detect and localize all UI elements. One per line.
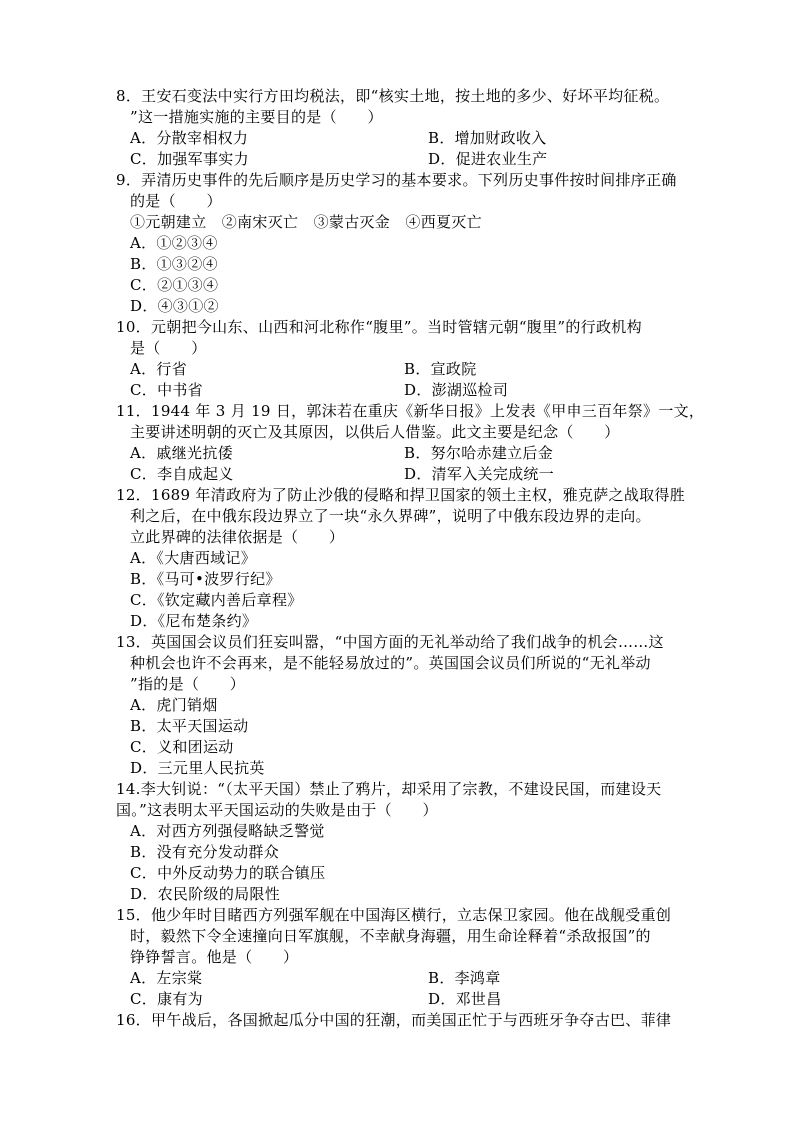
q11-stem-line2: 主要讲述明朝的灭亡及其原因，以供后人借鉴。此文主要是纪念（ ）: [130, 423, 620, 441]
q12-option-a[interactable]: A．《大唐西域记》: [130, 549, 257, 567]
exam-page: [116, 86, 705, 1031]
q10-option-d[interactable]: D．澎湖巡检司: [404, 381, 509, 399]
q11-options-row1: [116, 443, 686, 464]
q15-option-d[interactable]: D．邓世昌: [428, 990, 502, 1008]
q14-stem-line2: 国。”这表明太平天国运动的失败是由于（ ）: [116, 801, 438, 819]
q15-options-row2: [116, 989, 686, 1010]
q11-stem-line1: 11．1944 年 3 月 19 日，郭沫若在重庆《新华日报》上发表《甲申三百年祭》一文，: [116, 402, 705, 420]
q15-options-row1: [116, 968, 686, 989]
q14-stem-line1: 14.李大钊说：“（太平天国）禁止了鸦片，却采用了宗教，不建设民国，而建设天: [116, 780, 662, 798]
q15-option-b[interactable]: B．李鸿章: [428, 969, 501, 987]
q13-stem-line2: 种机会也许不会再来，是不能轻易放过的”。英国国会议员们所说的“无礼举动: [130, 654, 651, 672]
q13-option-d[interactable]: D．三元里人民抗英: [130, 759, 265, 777]
q10-stem-line2: 是（ ）: [130, 339, 207, 357]
q12-stem-line3: 立此界碑的法律依据是（ ）: [130, 528, 345, 546]
q13-stem-line1: 13．英国国会议员们狂妄叫嚣，“中国方面的无礼举动给了我们战争的机会……这: [116, 633, 664, 651]
q10-stem-line1: 10．元朝把今山东、山西和河北称作“腹里”。当时管辖元朝“腹里”的行政机构: [116, 318, 642, 336]
q14-option-d[interactable]: D．农民阶级的局限性: [130, 885, 281, 903]
q12-option-b[interactable]: B．《马可•波罗行纪》: [130, 570, 281, 588]
q9-event-list: ①元朝建立 ②南宋灭亡 ③蒙古灭金 ④西夏灭亡: [130, 213, 482, 231]
q13-option-b[interactable]: B．太平天国运动: [130, 717, 249, 735]
q8-options-row2: [116, 149, 686, 170]
q11-option-b[interactable]: B．努尔哈赤建立后金: [404, 444, 554, 462]
q9-option-a[interactable]: A．①②③④: [130, 234, 218, 252]
q8-stem-line2: ”这一措施实施的主要目的是（ ）: [130, 108, 383, 126]
q9-option-d[interactable]: D．④③①②: [130, 297, 219, 315]
q11-options-row2: [116, 464, 686, 485]
q14-option-b[interactable]: B．没有充分发动群众: [130, 843, 280, 861]
q13-option-a[interactable]: A．虎门销烟: [130, 696, 218, 714]
q10-options-row1: [116, 359, 686, 380]
q11-option-d[interactable]: D．清军入关完成统一: [404, 465, 555, 483]
q8-option-d[interactable]: D．促进农业生产: [428, 150, 548, 168]
q10-option-c[interactable]: C．中书省: [130, 381, 203, 399]
q9-option-c[interactable]: C．②①③④: [130, 276, 219, 294]
q15-stem-line1: 15．他少年时目睹西方列强军舰在中国海区横行，立志保卫家园。他在战舰受重创: [116, 906, 672, 924]
q11-option-a[interactable]: A．戚继光抗倭: [130, 444, 233, 462]
q12-option-c[interactable]: C．《钦定藏内善后章程》: [130, 591, 303, 609]
q8-options-row1: [116, 128, 686, 149]
q15-option-a[interactable]: A．左宗棠: [130, 969, 203, 987]
q12-stem-line1: 12．1689 年清政府为了防止沙俄的侵略和捍卫国家的领土主权，雅克萨之战取得胜: [116, 486, 686, 504]
q10-option-a[interactable]: A．行省: [130, 360, 188, 378]
q13-option-c[interactable]: C．义和团运动: [130, 738, 234, 756]
q15-stem-line3: 铮铮誓言。他是（ ）: [130, 948, 299, 966]
q9-option-b[interactable]: B．①③②④: [130, 255, 218, 273]
q12-stem-line2: 利之后，在中俄东段边界立了一块“永久界碑”，说明了中俄东段边界的走向。: [130, 507, 651, 525]
q14-option-a[interactable]: A．对西方列强侵略缺乏警觉: [130, 822, 325, 840]
q13-stem-line3: ”指的是（ ）: [130, 675, 246, 693]
q14-option-c[interactable]: C．中外反动势力的联合镇压: [130, 864, 326, 882]
q9-stem-line1: 9．弄清历史事件的先后顺序是历史学习的基本要求。下列历史事件按时间排序正确: [116, 171, 677, 189]
q10-option-b[interactable]: B．宣政院: [404, 360, 477, 378]
q12-option-d[interactable]: D．《尼布楚条约》: [130, 612, 258, 630]
q16-stem-line1: 16．甲午战后，各国掀起瓜分中国的狂潮，而美国正忙于与西班牙争夺古巴、菲律: [116, 1011, 672, 1029]
q8-option-b[interactable]: B．增加财政收入: [428, 129, 547, 147]
q9-stem-line2: 的是（ ）: [130, 192, 222, 210]
q15-option-c[interactable]: C．康有为: [130, 990, 203, 1008]
q8-option-a[interactable]: A．分散宰相权力: [130, 129, 249, 147]
q15-stem-line2: 时，毅然下令全速撞向日军旗舰，不幸献身海疆，用生命诠释着“杀敌报国”的: [130, 927, 651, 945]
q11-option-c[interactable]: C．李自成起义: [130, 465, 234, 483]
q8-stem-line1: 8．王安石变法中实行方田均税法，即“核实土地，按土地的多少、好坏平均征税。: [116, 87, 670, 105]
q10-options-row2: [116, 380, 686, 401]
q8-option-c[interactable]: C．加强军事实力: [130, 150, 249, 168]
